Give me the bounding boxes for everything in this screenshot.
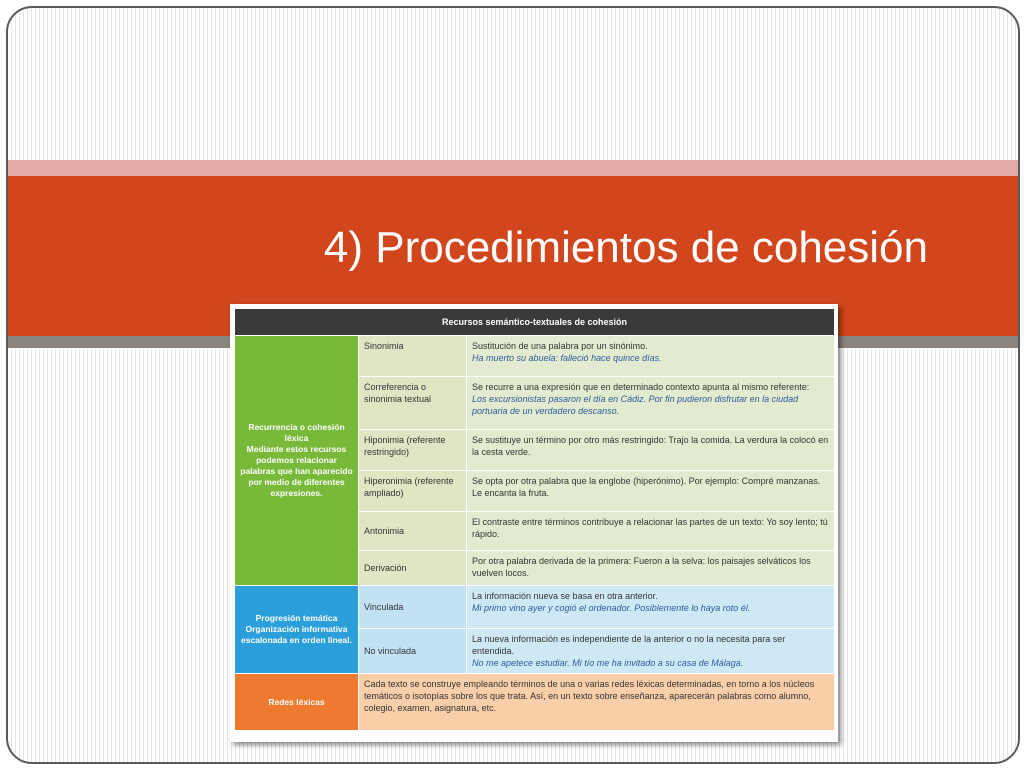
cohesion-table: [234, 308, 835, 731]
category-cell: [235, 674, 359, 731]
example-text: No me apetece estudiar. Mi tío me ha invitado a su casa de Málaga.: [472, 658, 744, 668]
resource-cell: Vinculada: [359, 586, 467, 629]
table-row: [235, 674, 835, 731]
resource-cell: Antonimia: [359, 512, 467, 551]
description-cell: Cada texto se construye empleando términos de una o varias redes léxicas determinadas, en torno a los núcleos temáticos o isotopías sobre los que trata. Así, en un texto sobre enseñanza, aparecerán palabras como alumno, colegio, examen, asignatura, etc.: [359, 674, 835, 731]
table-row: [235, 586, 835, 629]
category-desc: Mediante estos recursos podemos relacionar palabras que han aparecido por medio de diferentes expresiones.: [240, 444, 353, 498]
description-cell: [467, 377, 835, 430]
description-cell: Se opta por otra palabra que la englobe (hiperónimo). Por ejemplo: Compré manzanas. Le encanta la fruta.: [467, 471, 835, 512]
accent-band: [8, 160, 1018, 176]
description-cell: Por otra palabra derivada de la primera: Fueron a la selva: los paisajes selváticos los vuelven locos.: [467, 551, 835, 586]
resource-cell: Derivación: [359, 551, 467, 586]
slide-title: 4) Procedimientos de cohesión: [323, 223, 928, 272]
slide-frame: [6, 6, 1020, 764]
resource-cell: Hiperonimia (referente ampliado): [359, 471, 467, 512]
definition-text: Se recurre a una expresión que en determinado contexto apunta al mismo referente:: [472, 382, 810, 392]
definition-text: La información nueva se basa en otra anterior.: [472, 591, 658, 601]
description-cell: [467, 586, 835, 629]
category-title: Progresión temática: [255, 613, 338, 623]
example-text: Ha muerto su abuela: falleció hace quince días.: [472, 353, 662, 363]
description-cell: Se sustituye un término por otro más restringido: Trajo la comida. La verdura la colocó en la cesta verde.: [467, 430, 835, 471]
description-cell: [467, 629, 835, 674]
definition-text: Sustitución de una palabra por un sinónimo.: [472, 341, 648, 351]
description-cell: [467, 336, 835, 377]
category-title: Redes léxicas: [268, 696, 325, 707]
category-desc: Organización informativa escalonada en orden lineal.: [240, 624, 352, 645]
resource-cell: Correferencia o sinonimia textual: [359, 377, 467, 430]
table-header: Recursos semántico-textuales de cohesión: [235, 309, 835, 336]
resource-cell: Sinonimia: [359, 336, 467, 377]
example-text: Mi primo vino ayer y cogió el ordenador. Posiblemente lo haya roto él.: [472, 603, 751, 613]
table-row: [235, 336, 835, 377]
resource-cell: Hiponimia (referente restringido): [359, 430, 467, 471]
category-title: Recurrencia o cohesión léxica: [248, 422, 345, 443]
definition-text: La nueva información es independiente de la anterior o no la necesita para ser entendida.: [472, 634, 786, 656]
cohesion-table-image: [230, 304, 838, 742]
resource-cell: No vinculada: [359, 629, 467, 674]
description-cell: El contraste entre términos contribuye a relacionar las partes de un texto: Yo soy lento; tú rápido.: [467, 512, 835, 551]
example-text: Los excursionistas pasaron el día en Cádiz. Por fin pudieron disfrutar en la ciudad portuaria de un verdadero descanso.: [472, 394, 799, 416]
category-cell: [235, 336, 359, 586]
category-cell: [235, 586, 359, 674]
